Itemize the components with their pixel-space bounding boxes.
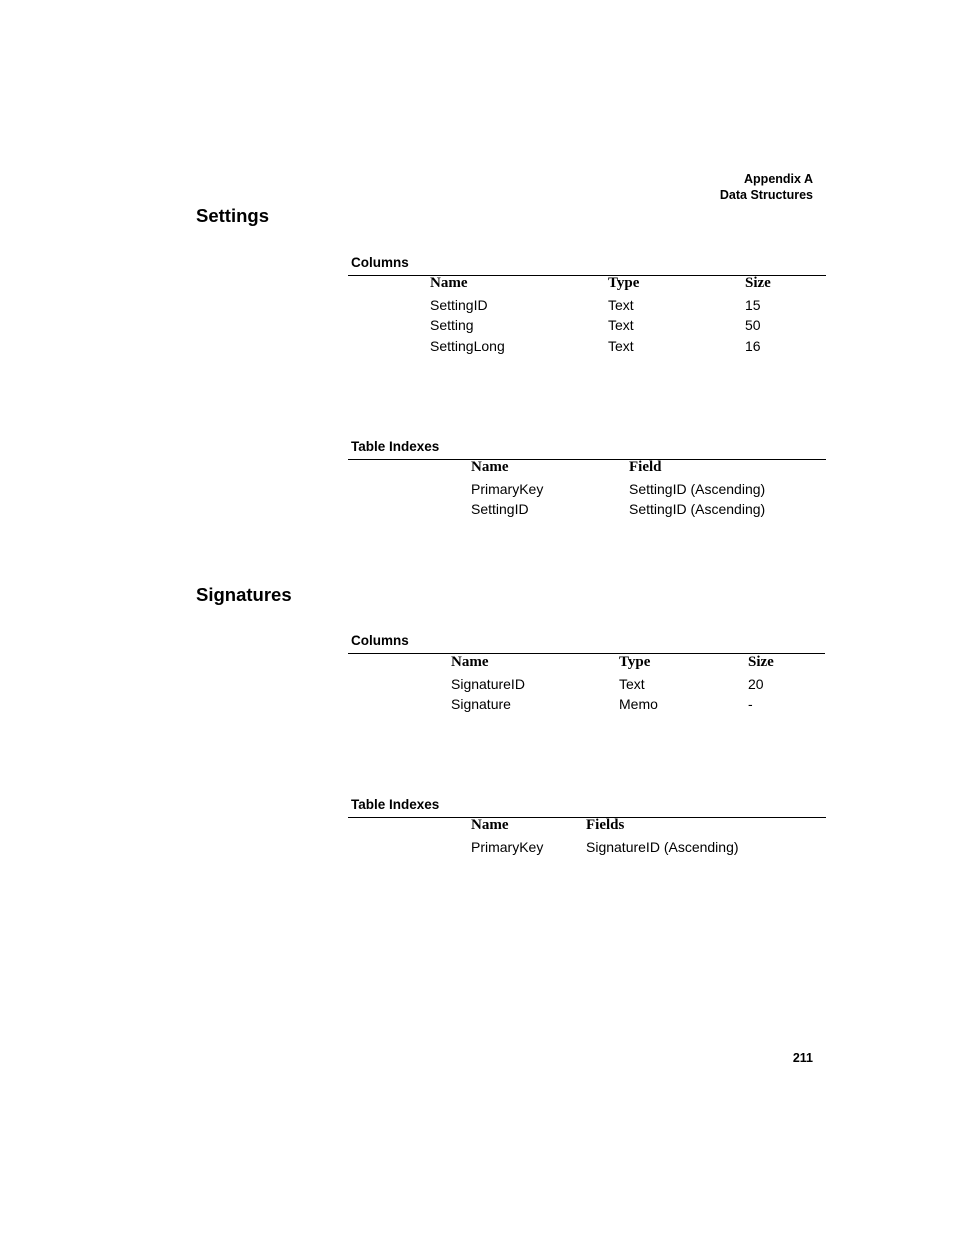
index-header-field: Field <box>629 459 662 475</box>
cell-type: Text <box>608 338 634 354</box>
cell-type: Text <box>619 676 645 692</box>
cell-size: - <box>748 696 753 712</box>
section-title-signatures: Signatures <box>196 584 292 605</box>
cell-size: 50 <box>745 317 761 333</box>
cell-size: 16 <box>745 338 761 354</box>
index-header-name: Name <box>471 459 509 475</box>
signatures-indexes-label: Table Indexes <box>351 797 440 812</box>
column-header-name: Name <box>430 275 468 291</box>
column-header-type: Type <box>608 275 640 291</box>
settings-columns-label: Columns <box>351 255 409 270</box>
column-header-type: Type <box>619 654 651 670</box>
running-head-chapter: Data Structures <box>719 188 813 202</box>
running-head-appendix: Appendix A <box>744 172 813 186</box>
index-header-name: Name <box>471 817 509 833</box>
section-title-settings: Settings <box>196 205 269 226</box>
cell-name: PrimaryKey <box>471 839 544 855</box>
cell-field: SignatureID (Ascending) <box>586 839 739 855</box>
signatures-columns-label: Columns <box>351 633 409 648</box>
page-number: 211 <box>792 1051 813 1065</box>
cell-field: SettingID (Ascending) <box>629 501 766 517</box>
cell-name: Setting <box>430 317 474 333</box>
settings-indexes-label: Table Indexes <box>351 439 440 454</box>
column-header-name: Name <box>451 654 489 670</box>
cell-name: SettingID <box>471 501 529 517</box>
cell-size: 20 <box>748 676 764 692</box>
column-header-size: Size <box>748 654 774 670</box>
settings-indexes-rule <box>348 459 826 460</box>
cell-name: Signature <box>451 696 511 712</box>
cell-type: Memo <box>619 696 658 712</box>
index-header-fields: Fields <box>586 817 625 833</box>
cell-size: 15 <box>745 297 761 313</box>
cell-name: SignatureID <box>451 676 525 692</box>
cell-name: PrimaryKey <box>471 481 544 497</box>
column-header-size: Size <box>745 275 771 291</box>
cell-type: Text <box>608 297 634 313</box>
cell-type: Text <box>608 317 634 333</box>
cell-name: SettingID <box>430 297 488 313</box>
cell-name: SettingLong <box>430 338 505 354</box>
cell-field: SettingID (Ascending) <box>629 481 766 497</box>
